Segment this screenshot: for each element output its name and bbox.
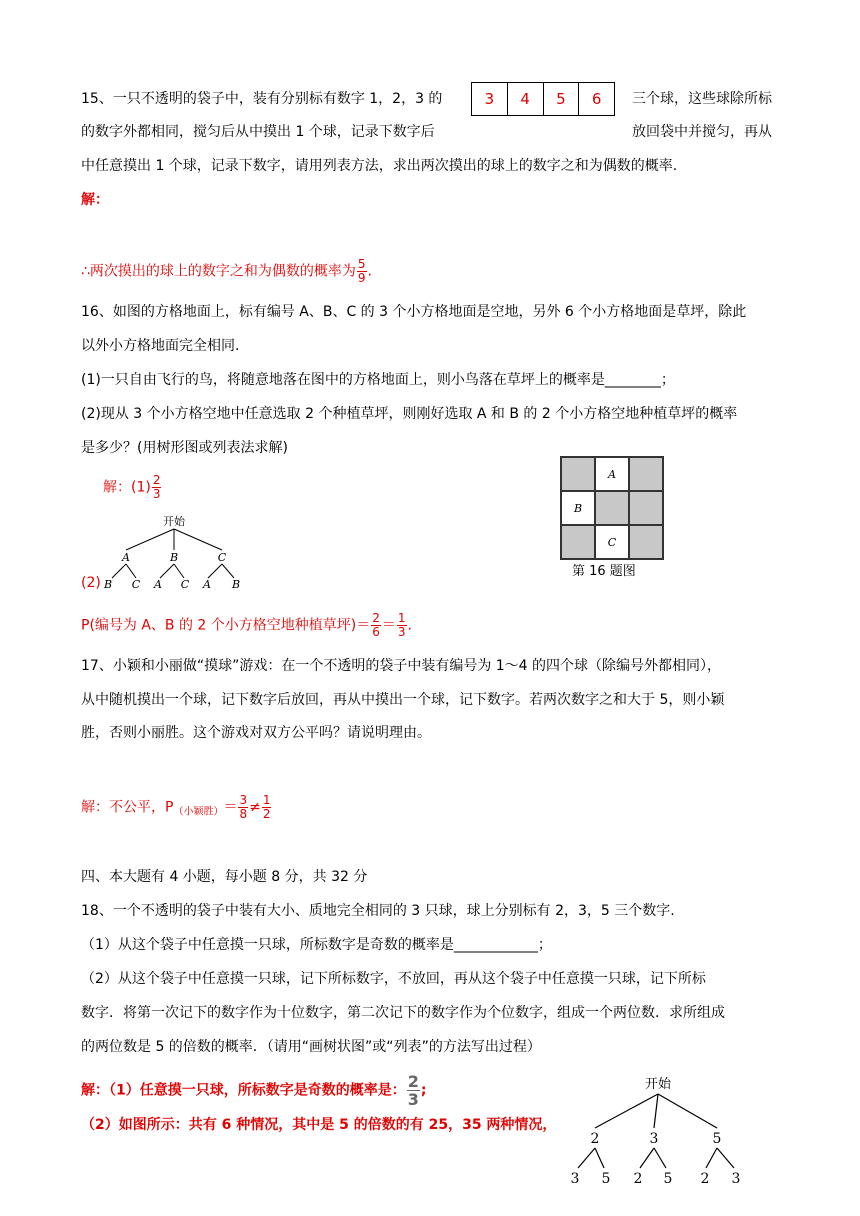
tree-edge — [595, 1148, 604, 1168]
q15-fraction — [357, 258, 367, 285]
grid-cell-lawn — [561, 457, 595, 491]
tree-root: 开始 — [163, 515, 185, 528]
fraction-denominator: 3 — [152, 487, 161, 501]
fraction-denominator: 6 — [372, 625, 380, 639]
q17-fraction — [238, 794, 248, 821]
tree-node: C — [217, 551, 227, 564]
q16-solution1 — [103, 474, 162, 501]
tree-leaf: 3 — [570, 1171, 580, 1187]
q17-solution-text: 解：不公平，P — [81, 799, 174, 816]
tree-edge — [174, 529, 222, 550]
tree-edge — [658, 1094, 717, 1128]
fraction-denominator: 3 — [407, 1090, 419, 1109]
q16-tree-diagram — [96, 512, 256, 592]
fraction-numerator: 2 — [372, 611, 380, 625]
section-4-heading: 四、本大题有 4 小题，每小题 8 分，共 32 分 — [81, 869, 368, 885]
tree-edge — [160, 564, 174, 578]
q18-tree-diagram — [560, 1072, 750, 1188]
tree-edge — [717, 1148, 734, 1168]
q18-part2a: （2）从这个袋子中任意摸一只球，记下所标数字，不放回，再从这个袋子中任意摸一只球，记下所标 — [81, 971, 706, 987]
q16-part2b: 是多少？(用树形图或列表法求解) — [81, 440, 288, 456]
fraction-numerator: 1 — [262, 793, 271, 807]
q16-part1: (1)一只自由飞行的鸟，将随意地落在图中的方格地面上，则小鸟落在草坪上的概率是________； — [81, 372, 675, 388]
fraction-numerator: 2 — [152, 473, 161, 487]
grid-cell-a: A — [595, 457, 629, 491]
tree-edge — [126, 529, 174, 550]
q17-solution-subscript: （小颖胜） — [173, 806, 224, 818]
tree-edge — [126, 564, 136, 578]
grid-cell-b: B — [561, 491, 595, 525]
q16-solution2-label: (2) — [81, 575, 101, 591]
q15-line1b: 三个球，这些球除所标 — [632, 91, 772, 107]
q15-line1a: 15、一只不透明的袋子中，装有分别标有数字 1，2，3 的 — [81, 91, 443, 107]
tree-node: B — [169, 551, 179, 564]
number-box-cell: 6 — [591, 90, 602, 108]
q16-probability — [81, 612, 412, 639]
tree-edge — [654, 1148, 666, 1168]
tree-root: 开始 — [644, 1077, 672, 1092]
q16-probability-text: P(编号为 A、B 的 2 个小方格空地种植草坪)＝ — [81, 617, 371, 634]
tree-leaf: 3 — [731, 1171, 741, 1187]
fraction-numerator: 3 — [239, 793, 248, 807]
q18-solution1-text: 解：（1）任意摸一只球，所标数字是奇数的概率是： — [81, 1082, 406, 1099]
tree-edge — [112, 564, 126, 578]
equals-sign: ＝ — [381, 617, 396, 634]
tree-leaf: A — [154, 578, 162, 591]
tree-edge — [578, 1148, 595, 1168]
q17-line3: 胜，否则小丽胜。这个游戏对双方公平吗？请说明理由。 — [81, 725, 431, 741]
number-box-cell: 4 — [508, 83, 544, 115]
q16-solution1-text: 解：(1) — [103, 479, 151, 496]
q18-line1: 18、一个不透明的袋子中装有大小、质地完全相同的 3 只球，球上分别标有 2，3，5 三个数字. — [81, 903, 675, 919]
fraction-numerator: 2 — [407, 1072, 419, 1091]
tree-node: 2 — [590, 1131, 600, 1147]
q15-conclusion — [81, 258, 372, 285]
grid-cell-lawn — [629, 491, 663, 525]
q16-fraction — [371, 612, 381, 639]
q15-solution-label: 解： — [81, 192, 109, 208]
number-box-cell: 3 — [472, 83, 508, 115]
q18-part2b: 数字．将第一次记下的数字作为十位数字，第二次记下的数字作为个位数字，组成一个两位数．求所组成 — [81, 1005, 725, 1021]
q16-line1: 16、如图的方格地面上，标有编号 A、B、C 的 3 个小方格地面是空地，另外 6 个小方格地面是草坪，除此 — [81, 304, 747, 320]
q15-line2b: 放回袋中并搅匀，再从 — [632, 124, 772, 140]
q15-conclusion-text: ∴两次摸出的球上的数字之和为偶数的概率为 — [81, 263, 356, 280]
q18-part2c: 的两位数是 5 的倍数的概率．（请用“画树状图”或“列表”的方法写出过程） — [81, 1039, 541, 1055]
grid-cell-lawn — [629, 457, 663, 491]
q16-line2: 以外小方格地面完全相同. — [81, 338, 240, 354]
tree-node: A — [122, 551, 130, 564]
q17-fraction — [262, 794, 272, 821]
fraction-denominator: 8 — [239, 807, 248, 821]
q16-part2a: (2)现从 3 个小方格空地中任意选取 2 个种植草坪，则刚好选取 A 和 B 的 2 个小方格空地种植草坪的概率 — [81, 406, 738, 422]
q18-part1: （1）从这个袋子中任意摸一只球，所标数字是奇数的概率是____________； — [81, 937, 552, 953]
tree-edge — [706, 1148, 717, 1168]
q17-line1: 17、小颖和小丽做“摸球”游戏：在一个不透明的袋子中装有编号为 1～4 的四个球（除编号外都相同）， — [81, 658, 722, 674]
tree-node: 3 — [649, 1131, 659, 1147]
tree-leaf: 5 — [663, 1171, 673, 1187]
tree-leaf: B — [231, 578, 241, 591]
fraction-numerator: 5 — [357, 257, 366, 271]
tree-leaf: C — [131, 578, 141, 591]
q16-figure-caption: 第 16 题图 — [572, 564, 636, 579]
tree-leaf: 5 — [601, 1171, 611, 1187]
q18-solution1-end: ; — [420, 1082, 427, 1099]
q15-line3: 中任意摸出 1 个球，记录下数字，请用列表方法，求出两次摸出的球上的数字之和为偶数的概率. — [81, 158, 678, 174]
tree-leaf: B — [103, 578, 113, 591]
q17-line2: 从中随机摸出一个球，记下数字后放回，再从中摸出一个球，记下数字。若两次数字之和大于 5，则小颖 — [81, 692, 725, 708]
fraction-denominator: 3 — [397, 625, 406, 639]
tree-leaf: 2 — [633, 1171, 643, 1187]
tree-edge — [222, 564, 234, 578]
tree-edge — [595, 1094, 658, 1128]
tree-node: 5 — [712, 1131, 722, 1147]
fraction-denominator: 2 — [262, 807, 271, 821]
tree-edge — [208, 564, 222, 578]
q16-grid-figure — [560, 456, 664, 560]
q16-solution1-fraction — [152, 474, 162, 501]
grid-cell-lawn — [561, 525, 595, 559]
fraction-denominator: 9 — [357, 271, 366, 285]
not-equal-sign: ≠ — [249, 799, 261, 816]
number-box-cell: 5 — [544, 83, 580, 115]
q17-solution — [81, 794, 272, 823]
equals-sign: ＝ — [223, 799, 238, 816]
q16-probability-end: . — [407, 617, 412, 634]
q16-fraction — [397, 612, 407, 639]
tree-leaf: 2 — [700, 1171, 710, 1187]
q15-line2a: 的数字外都相同，搅匀后从中摸出 1 个球，记录下数字后 — [81, 124, 435, 140]
tree-leaf: C — [180, 578, 190, 591]
q15-conclusion-end: . — [367, 263, 372, 280]
grid-cell-lawn — [629, 525, 663, 559]
tree-edge — [654, 1094, 658, 1128]
q18-solution2: （2）如图所示：共有 6 种情况，其中是 5 的倍数的有 25，35 两种情况， — [81, 1117, 557, 1133]
grid-cell-lawn — [595, 491, 629, 525]
tree-edge — [174, 564, 184, 578]
q18-fraction — [407, 1073, 420, 1108]
grid-cell-c: C — [595, 525, 629, 559]
fraction-numerator: 1 — [397, 611, 406, 625]
tree-edge — [640, 1148, 654, 1168]
q18-solution1 — [81, 1073, 427, 1108]
number-box — [471, 82, 615, 116]
tree-leaf: A — [203, 578, 211, 591]
